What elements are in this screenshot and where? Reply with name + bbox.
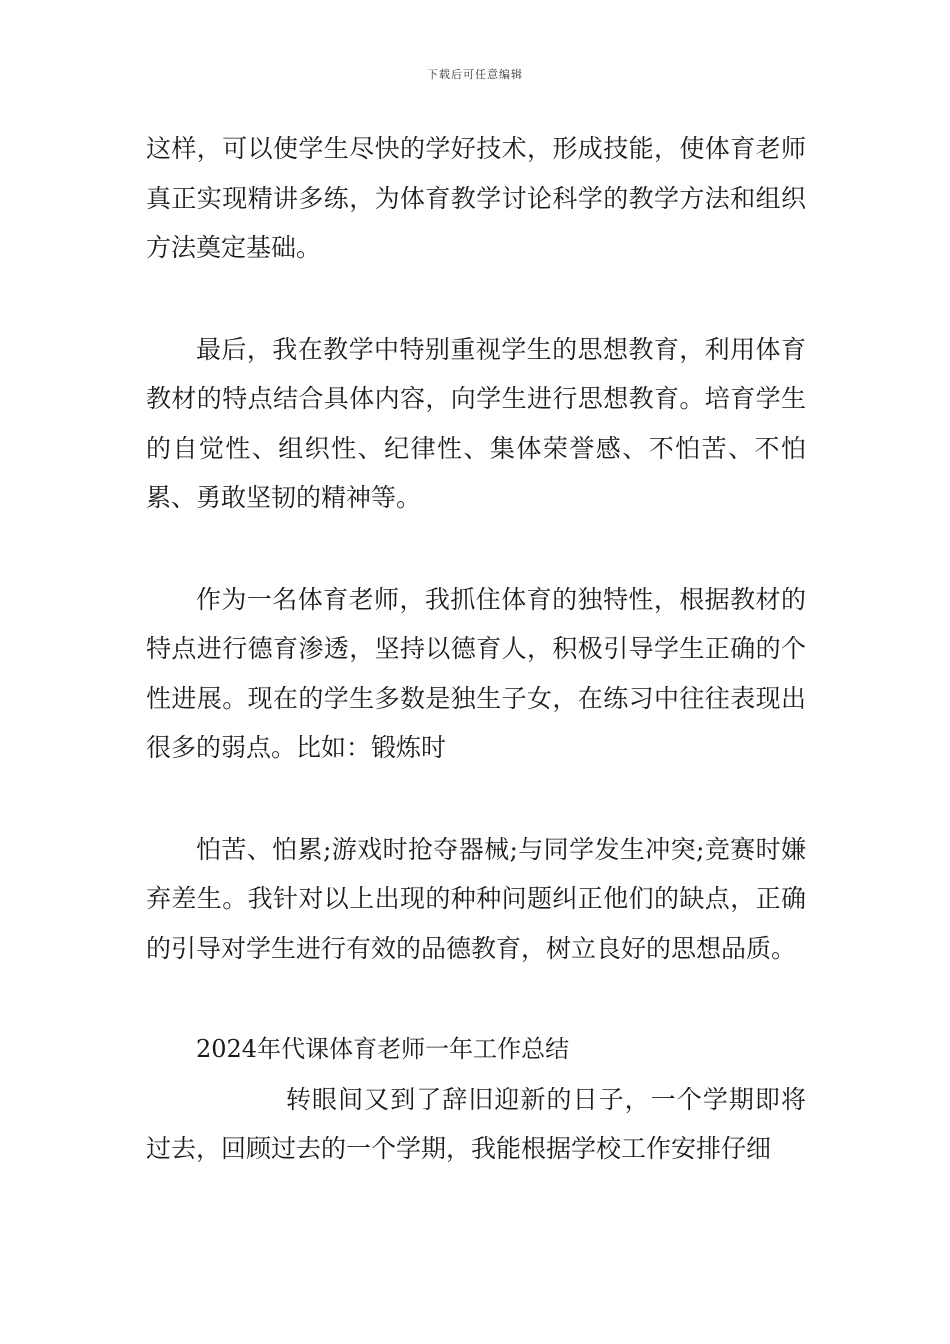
- paragraph-3: 作为一名体育老师，我抓住体育的独特性，根据教材的特点进行德育渗透，坚持以德育人，积极引导学生正确的个性进展。现在的学生多数是独生子女，在练习中往往表现出很多的弱点。比如：锻炼时: [146, 584, 806, 762]
- paragraph-gap: [146, 973, 806, 1025]
- section-heading: 2024年代课体育老师一年工作总结: [196, 1035, 570, 1063]
- paragraph-2: 最后，我在教学中特别重视学生的思想教育，利用体育教材的特点结合具体内容，向学生进行思想教育。培育学生的自觉性、组织性、纪律性、集体荣誉感、不怕苦、不怕累、勇敢坚韧的精神等。: [146, 334, 806, 512]
- paragraph-4: 怕苦、怕累;游戏时抢夺器械;与同学发生冲突;竞赛时嫌弃差生。我针对以上出现的种种问题纠正他们的缺点，正确的引导对学生进行有效的品德教育，树立良好的思想品质。: [146, 834, 806, 963]
- paragraph-gap: [146, 273, 806, 325]
- paragraph-5: 转眼间又到了辞旧迎新的日子，一个学期即将过去，回顾过去的一个学期，我能根据学校工作安排仔细: [146, 1084, 806, 1163]
- paragraph-gap: [146, 773, 806, 825]
- paragraph-gap: [146, 523, 806, 575]
- paragraph-1: 这样，可以使学生尽快的学好技术，形成技能，使体育老师真正实现精讲多练，为体育教学讨论科学的教学方法和组织方法奠定基础。: [146, 134, 806, 262]
- document-body: [146, 124, 806, 1174]
- page-header-note: 下载后可任意编辑: [427, 68, 523, 81]
